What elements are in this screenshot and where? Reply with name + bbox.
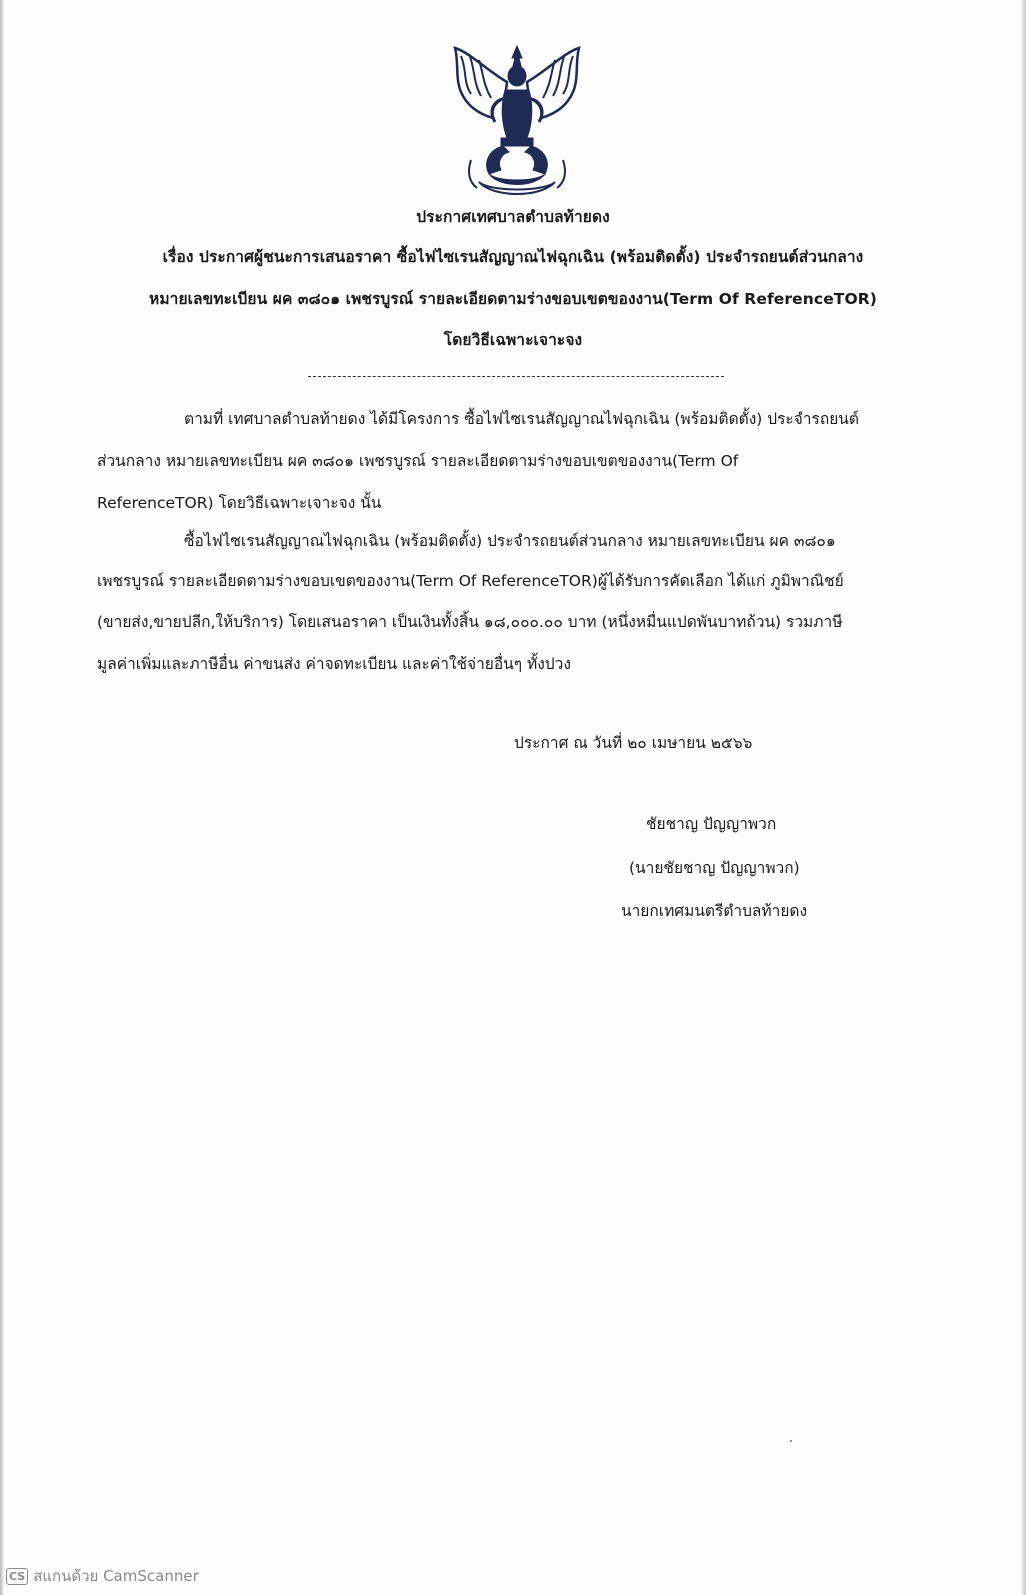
- paragraph2-line1: ซื้อไฟไซเรนสัญญาณไฟฉุกเฉิน (พร้อมติดตั้ง) ประจำรถยนต์ส่วนกลาง หมายเลขทะเบียน ผค ๓๘๐๑: [184, 532, 836, 550]
- subject-line-3: โดยวิธีเฉพาะเจาะจง: [443, 331, 583, 349]
- paragraph2-line3: (ขายส่ง,ขายปลีก,ให้บริการ) โดยเสนอราคา เป็นเงินทั้งสิ้น ๑๘,๐๐๐.๐๐ บาท (หนึ่งหมื่นแปดพันบาทถ้วน) รวมภาษี: [97, 613, 843, 631]
- page-left-edge: [0, 0, 4, 1595]
- announcement-date: ประกาศ ณ วันที่ ๒๐ เมษายน ๒๕๖๖: [514, 734, 753, 752]
- subject-line-2: หมายเลขทะเบียน ผค ๓๘๐๑ เพชรบูรณ์ รายละเอียดตามร่างขอบเขตของงาน(Term Of ReferenceTOR): [149, 290, 877, 308]
- paragraph2-line4: มูลค่าเพิ่มและภาษีอื่น ค่าขนส่ง ค่าจดทะเบียน และค่าใช้จ่ายอื่นๆ ทั้งปวง: [97, 655, 571, 673]
- watermark-text: สแกนด้วย CamScanner: [33, 1567, 199, 1585]
- paragraph2-line2: เพชรบูรณ์ รายละเอียดตามร่างขอบเขตของงาน(Term Of ReferenceTOR)ผู้ได้รับการคัดเลือก ได้แก่ ภูมิพาณิชย์: [97, 572, 844, 590]
- full-name: (นายชัยชาญ ปัญญาพวก): [629, 859, 800, 877]
- camscanner-watermark: [6, 1564, 199, 1588]
- signed-name: ชัยชาญ ปัญญาพวก: [646, 815, 777, 833]
- scan-speck: [790, 1440, 792, 1442]
- garuda-emblem-icon: [449, 42, 585, 202]
- camscanner-logo-icon: CS: [6, 1568, 28, 1585]
- paragraph1-line3: ReferenceTOR) โดยวิธีเฉพาะเจาะจง นั้น: [97, 494, 382, 512]
- separator-line: [308, 376, 724, 377]
- subject-line-1: เรื่อง ประกาศผู้ชนะการเสนอราคา ซื้อไฟไซเรนสัญญาณไฟฉุกเฉิน (พร้อมติดตั้ง) ประจำรถยนต์ส่วนกลาง: [162, 248, 864, 266]
- document-issuer: ประกาศเทศบาลตำบลท้ายดง: [416, 208, 610, 226]
- paragraph1-line2: ส่วนกลาง หมายเลขทะเบียน ผค ๓๘๐๑ เพชรบูรณ์ รายละเอียดตามร่างขอบเขตของงาน(Term Of: [97, 452, 739, 470]
- paragraph1-line1: ตามที่ เทศบาลตำบลท้ายดง ได้มีโครงการ ซื้อไฟไซเรนสัญญาณไฟฉุกเฉิน (พร้อมติดตั้ง) ประจำรถยนต์: [184, 410, 859, 428]
- page-right-edge: [1021, 0, 1026, 1595]
- signer-position: นายกเทศมนตรีตำบลท้ายดง: [621, 902, 808, 920]
